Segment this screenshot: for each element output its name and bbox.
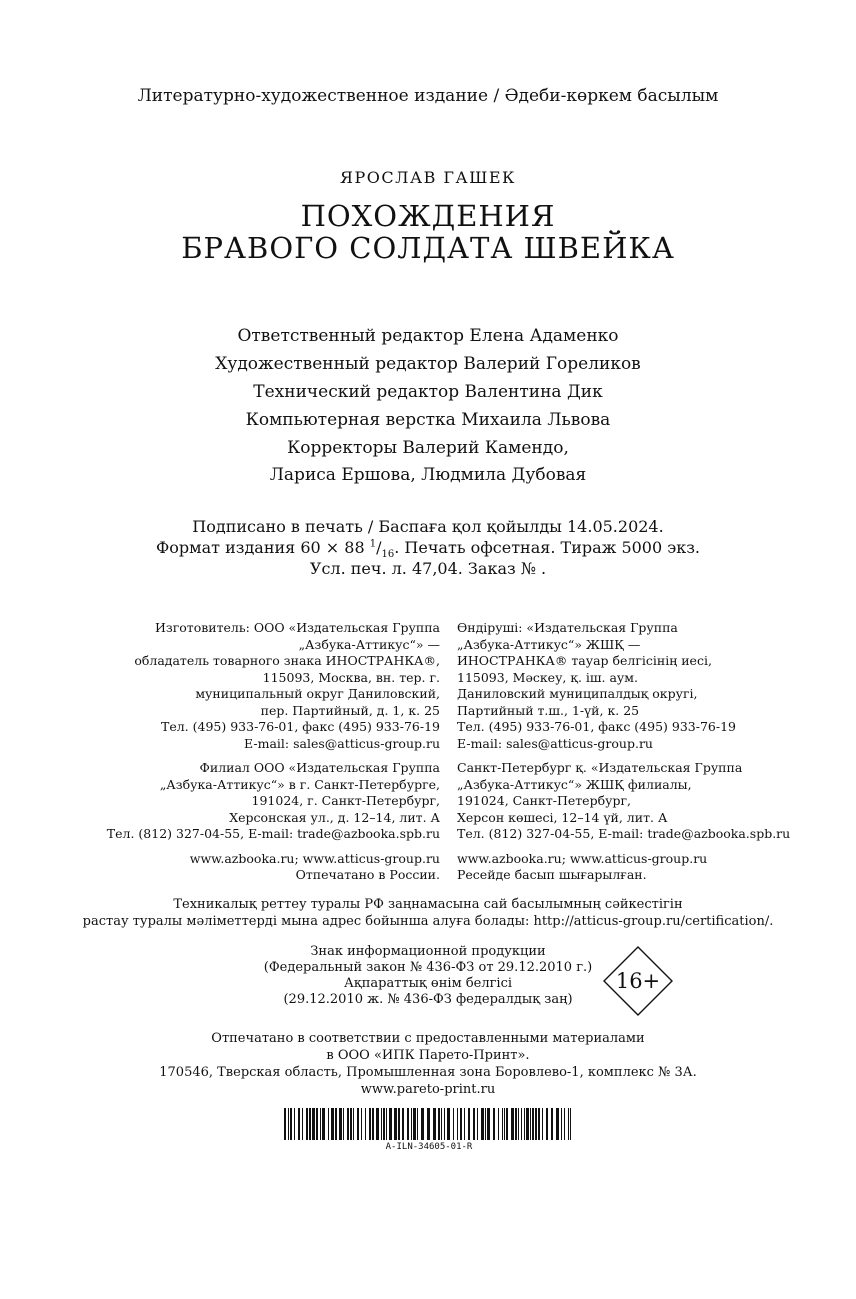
barcode-bar bbox=[372, 1108, 374, 1140]
barcode-bar bbox=[542, 1108, 543, 1140]
barcode-bar bbox=[477, 1108, 478, 1140]
barcode-bar bbox=[353, 1108, 354, 1140]
info-line: www.azbooka.ru; www.atticus-group.ru bbox=[189, 850, 440, 866]
barcode-bar bbox=[376, 1108, 379, 1140]
barcode-bar bbox=[411, 1108, 412, 1140]
barcode-bar bbox=[284, 1108, 286, 1140]
barcode-bar bbox=[526, 1108, 529, 1140]
printer-line: www.pareto-print.ru bbox=[360, 1082, 496, 1097]
barcode-bar bbox=[361, 1108, 362, 1140]
format-rest: . Печать офсетная. Тираж 5000 экз. bbox=[394, 538, 701, 557]
barcode-bar bbox=[535, 1108, 537, 1140]
info-line: Херсон көшесі, 12–14 үй, лит. А bbox=[457, 809, 668, 825]
barcode-bar bbox=[347, 1108, 349, 1140]
barcode-bar bbox=[493, 1108, 495, 1140]
info-line: Өндіруші: «Издательская Группа bbox=[457, 620, 678, 635]
barcode-bar bbox=[487, 1108, 490, 1140]
barcode-bar bbox=[335, 1108, 337, 1140]
barcode-bar bbox=[433, 1108, 436, 1140]
cert-line: растау туралы мәліметтерді мына адрес бойынша алуға болады: http://atticus-group.ru/certification/. bbox=[82, 914, 774, 929]
barcode-bar bbox=[457, 1108, 458, 1140]
barcode-bar bbox=[551, 1108, 553, 1140]
barcode-bar bbox=[521, 1108, 522, 1140]
info-line: Партийный т.ш., 1-үй, к. 25 bbox=[457, 702, 640, 718]
barcode-bar bbox=[538, 1108, 540, 1140]
barcode-bar bbox=[328, 1108, 329, 1140]
barcode-bar bbox=[386, 1108, 387, 1140]
info-line: 191024, г. Санкт-Петербург, bbox=[251, 793, 440, 808]
diamond-icon bbox=[602, 945, 674, 1017]
barcode-bar bbox=[546, 1108, 548, 1140]
barcode-bar bbox=[316, 1108, 318, 1140]
publisher-info-russian bbox=[107, 620, 440, 884]
barcode-bar bbox=[570, 1108, 571, 1140]
editorial-staff bbox=[0, 322, 856, 488]
barcode-bar bbox=[398, 1108, 400, 1140]
book-title-line-2: БРАВОГО СОЛДАТА ШВЕЙКА bbox=[181, 231, 675, 265]
barcode-bar bbox=[350, 1108, 352, 1140]
info-line: E-mail: sales@atticus-group.ru bbox=[457, 735, 653, 751]
sign-line: Ақпараттық өнім белгісі bbox=[343, 976, 513, 991]
barcode-bar bbox=[331, 1108, 334, 1140]
barcode-bar bbox=[485, 1108, 486, 1140]
barcode-bar bbox=[498, 1108, 499, 1140]
info-line: ИНОСТРАНКА® тауар белгісінің иесі, bbox=[457, 653, 712, 668]
staff-line: Художественный редактор Валерий Гореликов bbox=[215, 354, 641, 374]
info-line: Тел. (812) 327-04-55, E-mail: trade@azbooka.spb.ru bbox=[106, 826, 440, 841]
barcode-bar bbox=[506, 1108, 508, 1140]
info-line: „Азбука-Аттикус“» в г. Санкт-Петербурге, bbox=[159, 776, 440, 792]
print-signed-line: Подписано в печать / Баспаға қол қойылды 14.05.2024. bbox=[192, 517, 664, 536]
format-sub: 16 bbox=[381, 549, 395, 561]
book-title-line-1: ПОХОЖДЕНИЯ bbox=[300, 199, 556, 233]
info-line: 191024, Санкт-Петербург, bbox=[457, 793, 631, 808]
print-order-line: Усл. печ. л. 47,04. Заказ № . bbox=[309, 559, 547, 578]
barcode-bar bbox=[298, 1108, 300, 1140]
barcode-bar bbox=[453, 1108, 454, 1140]
barcode-bar bbox=[421, 1108, 424, 1140]
printer-line: Отпечатано в соответствии с предоставленными материалами bbox=[211, 1031, 645, 1046]
sign-line: (29.12.2010 ж. № 436-ФЗ федералдық заң) bbox=[283, 992, 573, 1007]
info-line: Тел. (812) 327-04-55, E-mail: trade@azbooka.spb.ru bbox=[457, 826, 791, 841]
barcode-bar bbox=[460, 1108, 462, 1140]
barcode-bar bbox=[447, 1108, 450, 1140]
barcode-bar bbox=[473, 1108, 475, 1140]
info-line: Ресейде басып шығарылған. bbox=[457, 867, 647, 882]
info-line: Отпечатано в России. bbox=[295, 867, 440, 882]
barcode-bar bbox=[343, 1108, 344, 1140]
barcode-bar bbox=[339, 1108, 342, 1140]
barcode-icon bbox=[284, 1108, 574, 1140]
barcode-bar bbox=[468, 1108, 470, 1140]
barcode-bar bbox=[504, 1108, 505, 1140]
barcode-bar bbox=[438, 1108, 440, 1140]
info-line: „Азбука-Аттикус“» ЖШҚ филиалы, bbox=[457, 776, 692, 792]
info-line: „Азбука-Аттикус“» ЖШҚ — bbox=[457, 636, 641, 652]
staff-line: Корректоры Валерий Камендо, bbox=[287, 438, 569, 458]
info-line: 115093, Мәскеу, қ. іш. аум. bbox=[457, 669, 638, 685]
staff-line: Технический редактор Валентина Дик bbox=[253, 382, 603, 402]
format-text: Формат издания 60 × 88 bbox=[155, 538, 365, 557]
print-info bbox=[0, 516, 856, 579]
info-line: Тел. (495) 933-76-01, факс (495) 933-76-19 bbox=[161, 719, 440, 734]
info-line: Тел. (495) 933-76-01, факс (495) 933-76-19 bbox=[457, 719, 736, 734]
barcode-bar bbox=[413, 1108, 416, 1140]
author-name: ЯРОСЛАВ ГАШЕК bbox=[340, 168, 516, 187]
barcode-bar bbox=[381, 1108, 382, 1140]
barcode-bar bbox=[441, 1108, 442, 1140]
barcode-bar bbox=[288, 1108, 289, 1140]
barcode-bar bbox=[383, 1108, 385, 1140]
barcode-bar bbox=[532, 1108, 534, 1140]
info-line: Санкт-Петербург қ. «Издательская Группа bbox=[457, 760, 743, 775]
barcode-bar bbox=[309, 1108, 311, 1140]
barcode-bar bbox=[365, 1108, 366, 1140]
barcode-bar bbox=[417, 1108, 418, 1140]
info-line: муниципальный округ Даниловский, bbox=[195, 686, 440, 701]
age-rating-badge bbox=[602, 945, 674, 1017]
printer-info bbox=[0, 1030, 856, 1098]
print-format-line bbox=[0, 537, 856, 561]
sign-line: Знак информационной продукции bbox=[310, 944, 546, 959]
barcode-bar bbox=[561, 1108, 562, 1140]
barcode-bar bbox=[524, 1108, 525, 1140]
barcode-bar bbox=[502, 1108, 503, 1140]
barcode-code: A-ILN-34605-01-R bbox=[385, 1142, 473, 1152]
barcode-bar bbox=[515, 1108, 517, 1140]
printer-line: в ООО «ИПК Парето-Принт». bbox=[326, 1048, 530, 1063]
info-line: обладатель товарного знака ИНОСТРАНКА®, bbox=[134, 653, 440, 668]
barcode-bar bbox=[306, 1108, 308, 1140]
barcode-bar bbox=[556, 1108, 559, 1140]
staff-line: Компьютерная верстка Михаила Львова bbox=[245, 410, 611, 430]
barcode-bar bbox=[389, 1108, 392, 1140]
barcode-bar bbox=[518, 1108, 519, 1140]
book-title bbox=[0, 200, 856, 264]
barcode-bar bbox=[402, 1108, 404, 1140]
edition-type: Литературно-художественное издание / Әдеби-көркем басылым bbox=[137, 86, 719, 106]
info-line: Филиал ООО «Издательская Группа bbox=[199, 760, 440, 775]
info-line: пер. Партийный, д. 1, к. 25 bbox=[260, 702, 440, 718]
info-line: Даниловский муниципалдық округі, bbox=[457, 686, 698, 701]
format-sup: 1 bbox=[369, 538, 377, 550]
info-line: www.azbooka.ru; www.atticus-group.ru bbox=[457, 850, 708, 866]
barcode-bar bbox=[481, 1108, 484, 1140]
barcode-bar bbox=[312, 1108, 315, 1140]
barcode-bar bbox=[320, 1108, 321, 1140]
cert-line: Техникалық реттеу туралы РФ заңнамасына сай басылымның сәйкестігін bbox=[173, 897, 683, 912]
barcode-bar bbox=[564, 1108, 565, 1140]
certification-note bbox=[0, 896, 856, 930]
info-line: Херсонская ул., д. 12–14, лит. А bbox=[229, 809, 440, 825]
barcode-bar bbox=[427, 1108, 430, 1140]
printer-line: 170546, Тверская область, Промышленная зона Боровлево-1, комплекс № 3А. bbox=[159, 1065, 697, 1080]
staff-line: Лариса Ершова, Людмила Дубовая bbox=[269, 465, 587, 485]
barcode-bar bbox=[511, 1108, 514, 1140]
publisher-info-kazakh bbox=[457, 620, 790, 884]
staff-line: Ответственный редактор Елена Адаменко bbox=[237, 326, 619, 346]
format-slash: / bbox=[376, 538, 382, 557]
barcode-bar bbox=[530, 1108, 531, 1140]
barcode-bar bbox=[568, 1108, 569, 1140]
barcode-bar bbox=[407, 1108, 409, 1140]
info-line: E-mail: sales@atticus-group.ru bbox=[244, 735, 440, 751]
barcode-bar bbox=[444, 1108, 445, 1140]
barcode-bar bbox=[369, 1108, 371, 1140]
barcode-bar bbox=[357, 1108, 359, 1140]
information-product-sign bbox=[230, 944, 626, 1008]
barcode-bar bbox=[302, 1108, 303, 1140]
sign-line: (Федеральный закон № 436-ФЗ от 29.12.2010 г.) bbox=[263, 960, 593, 975]
barcode-bar bbox=[322, 1108, 325, 1140]
barcode-bar bbox=[394, 1108, 397, 1140]
info-line: „Азбука-Аттикус“» — bbox=[298, 636, 440, 652]
info-line: 115093, Москва, вн. тер. г. bbox=[262, 669, 440, 685]
info-line: Изготовитель: ООО «Издательская Группа bbox=[154, 620, 440, 635]
barcode-bar bbox=[294, 1108, 295, 1140]
barcode-bar bbox=[464, 1108, 465, 1140]
barcode-bar bbox=[290, 1108, 292, 1140]
age-rating-text: 16+ bbox=[615, 969, 661, 993]
